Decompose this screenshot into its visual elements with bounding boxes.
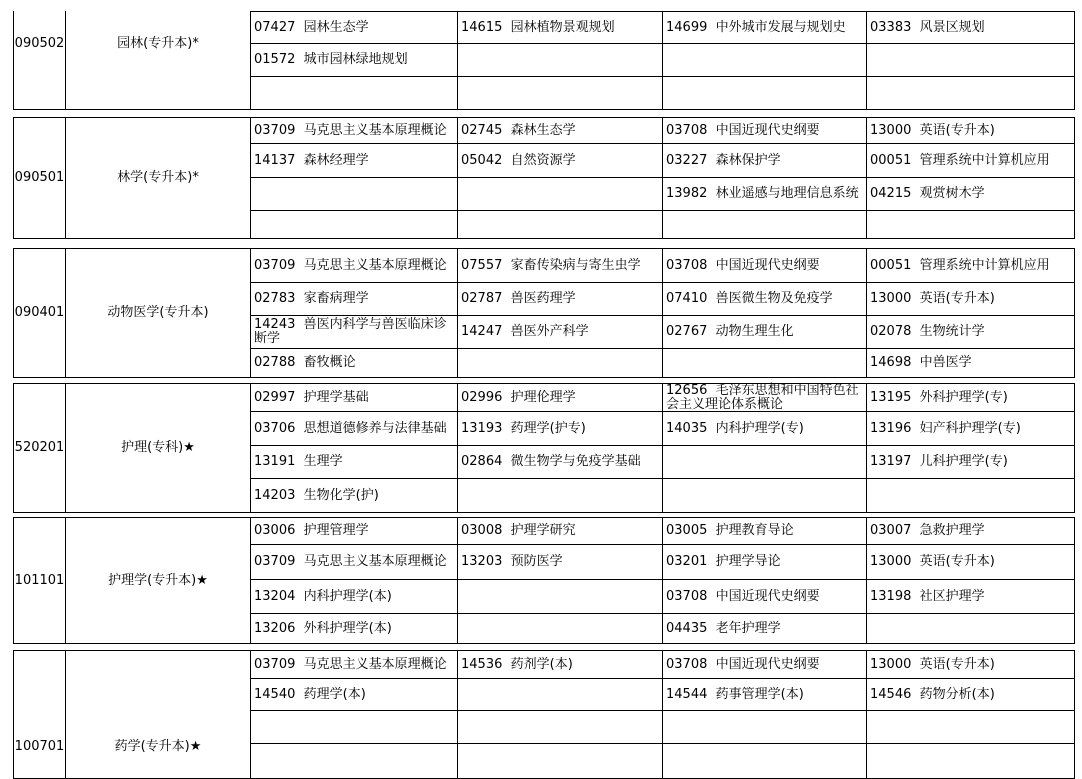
- major-block-090501: [13, 117, 1075, 239]
- course-cell: 05042 自然资源学: [458, 144, 663, 178]
- course-cell: 03709 马克思主义基本原理概论: [251, 249, 458, 283]
- course-cell-empty: [458, 679, 663, 711]
- major-name: 动物医学(专升本): [66, 249, 251, 378]
- major-code: 101101: [14, 518, 66, 644]
- course-cell: 13196 妇产科护理学(专): [867, 412, 1075, 446]
- course-cell: 12656 毛泽东思想和中国特色社会主义理论体系概论: [663, 384, 867, 412]
- course-cell-empty: [663, 349, 867, 378]
- course-cell: 02745 森林生态学: [458, 118, 663, 144]
- course-cell-empty: [458, 44, 663, 77]
- major-code: 090401: [14, 249, 66, 378]
- course-cell-empty: [458, 77, 663, 110]
- course-cell-empty: [867, 77, 1075, 110]
- major-block-090401: [13, 248, 1075, 378]
- course-cell-empty: [867, 211, 1075, 239]
- major-code: 520201: [14, 384, 66, 513]
- major-code: 100701: [14, 651, 66, 779]
- course-cell: 03708 中国近现代史纲要: [663, 651, 867, 679]
- major-name: 园林(专升本)*: [66, 11, 251, 110]
- major-code: 090502: [14, 11, 66, 110]
- course-cell: 03007 急救护理学: [867, 518, 1075, 545]
- course-cell-empty: [867, 744, 1075, 779]
- course-cell-empty: [663, 44, 867, 77]
- course-cell: 00051 管理系统中计算机应用: [867, 144, 1075, 178]
- course-cell: 03706 思想道德修养与法律基础: [251, 412, 458, 446]
- course-cell: 03227 森林保护学: [663, 144, 867, 178]
- course-cell: 14546 药物分析(本): [867, 679, 1075, 711]
- course-cell-empty: [458, 479, 663, 513]
- major-code: 090501: [14, 118, 66, 239]
- course-cell-empty: [663, 211, 867, 239]
- course-cell-empty: [867, 479, 1075, 513]
- course-cell: 02997 护理学基础: [251, 384, 458, 412]
- course-cell: 03383 风景区规划: [867, 11, 1075, 44]
- course-cell-empty: [251, 711, 458, 744]
- major-name: 护理学(专升本)★: [66, 518, 251, 644]
- course-cell: 03708 中国近现代史纲要: [663, 118, 867, 144]
- major-block-100701: [13, 650, 1075, 779]
- course-cell: 04435 老年护理学: [663, 614, 867, 644]
- course-cell-empty: [867, 44, 1075, 77]
- course-cell: 14243 兽医内科学与兽医临床诊断学: [251, 316, 458, 349]
- course-cell: 14203 生物化学(护): [251, 479, 458, 513]
- course-cell: 13000 英语(专升本): [867, 118, 1075, 144]
- course-cell: 14698 中兽医学: [867, 349, 1075, 378]
- major-block-520201: [13, 383, 1075, 513]
- course-cell: 02996 护理伦理学: [458, 384, 663, 412]
- course-cell-empty: [251, 211, 458, 239]
- course-cell: 02078 生物统计学: [867, 316, 1075, 349]
- course-cell: 14536 药剂学(本): [458, 651, 663, 679]
- course-cell: 14615 园林植物景观规划: [458, 11, 663, 44]
- course-cell: 02864 微生物学与免疫学基础: [458, 446, 663, 479]
- major-name: 护理(专科)★: [66, 384, 251, 513]
- course-cell-empty: [663, 446, 867, 479]
- course-cell: 00051 管理系统中计算机应用: [867, 249, 1075, 283]
- course-cell: 02787 兽医药理学: [458, 283, 663, 316]
- course-cell: 03709 马克思主义基本原理概论: [251, 545, 458, 580]
- course-cell: 03006 护理管理学: [251, 518, 458, 545]
- course-cell: 13193 药理学(护专): [458, 412, 663, 446]
- course-cell-empty: [458, 211, 663, 239]
- course-cell: 13197 儿科护理学(专): [867, 446, 1075, 479]
- course-cell: 03708 中国近现代史纲要: [663, 249, 867, 283]
- course-cell-empty: [251, 744, 458, 779]
- course-cell: 14247 兽医外产科学: [458, 316, 663, 349]
- course-cell: 03709 马克思主义基本原理概论: [251, 118, 458, 144]
- course-cell: 14699 中外城市发展与规划史: [663, 11, 867, 44]
- course-cell: 13191 生理学: [251, 446, 458, 479]
- course-cell-empty: [458, 178, 663, 211]
- major-block-101101: [13, 517, 1075, 644]
- course-cell: 13198 社区护理学: [867, 580, 1075, 614]
- course-cell: 03201 护理学导论: [663, 545, 867, 580]
- course-cell: 03708 中国近现代史纲要: [663, 580, 867, 614]
- course-cell: 13195 外科护理学(专): [867, 384, 1075, 412]
- course-cell: 03709 马克思主义基本原理概论: [251, 651, 458, 679]
- course-cell: 13000 英语(专升本): [867, 283, 1075, 316]
- course-cell: 13204 内科护理学(本): [251, 580, 458, 614]
- course-cell: 14137 森林经理学: [251, 144, 458, 178]
- course-cell: 14035 内科护理学(专): [663, 412, 867, 446]
- course-cell-empty: [458, 349, 663, 378]
- course-cell-empty: [867, 614, 1075, 644]
- course-cell: 07557 家畜传染病与寄生虫学: [458, 249, 663, 283]
- course-cell: 02767 动物生理生化: [663, 316, 867, 349]
- major-name: 药学(专升本)★: [66, 651, 251, 779]
- course-cell-empty: [251, 178, 458, 211]
- course-cell: 02788 畜牧概论: [251, 349, 458, 378]
- course-cell: 14540 药理学(本): [251, 679, 458, 711]
- course-cell: 13982 林业遥感与地理信息系统: [663, 178, 867, 211]
- course-cell-empty: [663, 744, 867, 779]
- course-cell-empty: [251, 77, 458, 110]
- course-cell: 03005 护理教育导论: [663, 518, 867, 545]
- course-cell: 13000 英语(专升本): [867, 545, 1075, 580]
- course-cell-empty: [458, 614, 663, 644]
- course-cell-empty: [867, 711, 1075, 744]
- course-cell: 02783 家畜病理学: [251, 283, 458, 316]
- course-cell: 14544 药事管理学(本): [663, 679, 867, 711]
- course-cell-empty: [458, 580, 663, 614]
- course-cell: 13000 英语(专升本): [867, 651, 1075, 679]
- course-cell: 03008 护理学研究: [458, 518, 663, 545]
- course-cell-empty: [663, 479, 867, 513]
- course-cell-empty: [663, 711, 867, 744]
- course-cell: 04215 观赏树木学: [867, 178, 1075, 211]
- course-cell: 13203 预防医学: [458, 545, 663, 580]
- course-cell: 07410 兽医微生物及免疫学: [663, 283, 867, 316]
- major-name: 林学(专升本)*: [66, 118, 251, 239]
- course-cell: 07427 园林生态学: [251, 11, 458, 44]
- course-cell-empty: [663, 77, 867, 110]
- course-cell-empty: [458, 744, 663, 779]
- course-cell-empty: [458, 711, 663, 744]
- course-cell: 13206 外科护理学(本): [251, 614, 458, 644]
- major-block-090502: [13, 11, 1075, 110]
- course-cell: 01572 城市园林绿地规划: [251, 44, 458, 77]
